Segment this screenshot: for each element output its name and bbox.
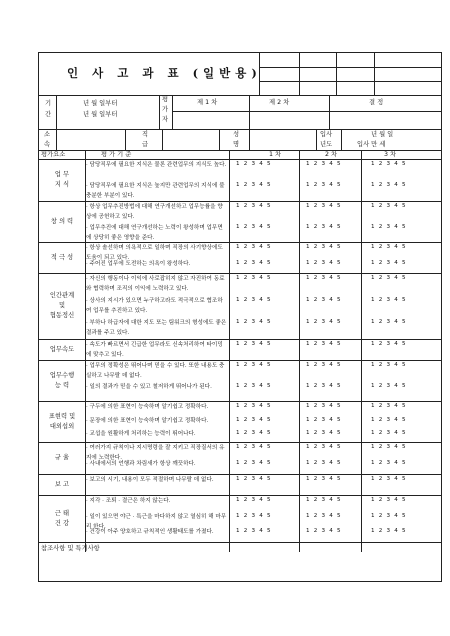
factor-label bbox=[39, 480, 85, 490]
rank-label-1: 직 bbox=[142, 131, 149, 138]
score-scale-round-1[interactable]: 1 2 3 4 5 bbox=[236, 259, 272, 266]
factor-label bbox=[39, 371, 85, 391]
header-round-3: 3 차 bbox=[384, 151, 397, 158]
score-scale-round-1[interactable]: 1 2 3 4 5 bbox=[236, 182, 272, 188]
factor-label bbox=[39, 345, 85, 355]
score-scale-round-3[interactable]: 1 2 3 4 5 bbox=[371, 403, 407, 409]
factor-label-line: 업 무 bbox=[54, 171, 70, 178]
period-label-1: 기 bbox=[45, 100, 52, 107]
score-scale-round-3[interactable]: 1 2 3 4 5 bbox=[371, 416, 407, 423]
criterion-line: · 속도가 빠르면서 긴급한 업무라도 신속처리하여 타이밍에 맞추고 있다. bbox=[86, 342, 223, 358]
score-scale-round-1[interactable]: 1 2 3 4 5 bbox=[236, 512, 272, 519]
factor-label-line: 건 강 bbox=[54, 519, 70, 527]
criterion-line: · 교섭을 원활하게 처리하는 능력이 뛰어나다. bbox=[86, 431, 196, 438]
period-from: 년 월 일부터 bbox=[83, 100, 118, 107]
factor-label bbox=[39, 453, 85, 463]
score-scale-round-2[interactable]: 1 2 3 4 5 bbox=[306, 362, 342, 368]
criterion-line: · 항상 솔선하며 의욕적으로 일하며 직장의 사기향상에도 도움이 되고 있다. bbox=[86, 245, 223, 261]
score-scale-round-2[interactable]: 1 2 3 4 5 bbox=[306, 416, 342, 423]
score-scale-round-3[interactable]: 1 2 3 4 5 bbox=[371, 528, 407, 535]
criterion-text bbox=[86, 416, 228, 426]
score-scale-round-2[interactable]: 1 2 3 4 5 bbox=[306, 297, 342, 303]
criterion-text bbox=[86, 496, 228, 506]
score-scale-round-3[interactable]: 1 2 3 4 5 bbox=[371, 430, 407, 437]
score-scale-round-1[interactable]: 1 2 3 4 5 bbox=[236, 476, 272, 482]
join-label-1: 입사 bbox=[320, 131, 333, 138]
join-date-label-1: 년 월 일 bbox=[371, 131, 394, 138]
score-scale-round-1[interactable]: 1 2 3 4 5 bbox=[236, 223, 272, 230]
score-scale-round-3[interactable]: 1 2 3 4 5 bbox=[371, 223, 407, 230]
criterion-line: · 사내에서의 언행과 차림새가 항상 깨끗하다. bbox=[86, 461, 196, 467]
header-criteria: 평 가 기 준 bbox=[101, 151, 132, 158]
score-scale-round-2[interactable]: 1 2 3 4 5 bbox=[306, 444, 342, 450]
factor-label-line: 규 율 bbox=[54, 454, 70, 461]
join-date-label-2: 입사 만 세 bbox=[357, 141, 386, 148]
score-scale-round-3[interactable]: 1 2 3 4 5 bbox=[371, 275, 407, 281]
score-scale-round-2[interactable]: 1 2 3 4 5 bbox=[306, 275, 342, 281]
header-factor: 평가요소 bbox=[41, 151, 66, 158]
criterion-text bbox=[86, 459, 228, 469]
criterion-line: · 담당직무에 필요한 지식은 물론 관련업무의 지식도 높다. bbox=[86, 162, 227, 168]
evaluator-second: 제 2 차 bbox=[269, 99, 290, 106]
score-scale-round-1[interactable]: 1 2 3 4 5 bbox=[236, 382, 272, 389]
score-scale-round-2[interactable]: 1 2 3 4 5 bbox=[306, 528, 342, 535]
factor-label bbox=[39, 412, 85, 432]
criterion-line: · 담당직무에 필요한 지식은 높지만 관련업무의 지식에 불충분한 부분이 있다. bbox=[86, 183, 225, 199]
factor-label bbox=[39, 253, 85, 263]
factor-label-line: 업무수행 bbox=[49, 371, 75, 379]
criterion-line: · 주어진 업무에 도전하는 의욕이 왕성하다. bbox=[86, 260, 191, 267]
factor-label-line: 표현력 및 bbox=[48, 412, 76, 420]
criterion-line: · 건강이 아주 양호하고 규칙적인 생활태도를 가졌다. bbox=[86, 529, 214, 536]
evaluator-label-1: 평 bbox=[162, 96, 169, 103]
score-scale-round-1[interactable]: 1 2 3 4 5 bbox=[236, 275, 272, 281]
evaluator-label-3: 자 bbox=[162, 116, 169, 123]
score-scale-round-3[interactable]: 1 2 3 4 5 bbox=[371, 362, 407, 368]
score-scale-round-3[interactable]: 1 2 3 4 5 bbox=[371, 182, 407, 188]
evaluator-first: 제 1 차 bbox=[197, 99, 218, 106]
header-round-1: 1 차 bbox=[269, 151, 282, 158]
score-scale-round-3[interactable]: 1 2 3 4 5 bbox=[371, 297, 407, 303]
factor-label bbox=[39, 509, 85, 529]
criterion-text bbox=[86, 296, 228, 316]
criterion-text bbox=[86, 318, 228, 338]
score-scale-round-2[interactable]: 1 2 3 4 5 bbox=[306, 182, 342, 188]
score-scale-round-1[interactable]: 1 2 3 4 5 bbox=[236, 444, 272, 450]
score-scale-round-1[interactable]: 1 2 3 4 5 bbox=[236, 430, 272, 437]
score-scale-round-1[interactable]: 1 2 3 4 5 bbox=[236, 203, 272, 209]
score-scale-round-2[interactable]: 1 2 3 4 5 bbox=[306, 223, 342, 230]
score-scale-round-3[interactable]: 1 2 3 4 5 bbox=[371, 319, 407, 325]
score-scale-round-3[interactable]: 1 2 3 4 5 bbox=[371, 476, 407, 482]
score-scale-round-3[interactable]: 1 2 3 4 5 bbox=[371, 259, 407, 266]
form-title: 인 사 고 과 표 (일반용) bbox=[67, 66, 262, 80]
criterion-line: · 항상 업무추진방법에 대해 연구개선하고 업무능률을 향상에 공헌하고 있다. bbox=[86, 204, 223, 220]
criterion-line: · 일의 결과가 믿을 수 있고 철저하게 뛰어나가 된다. bbox=[86, 383, 212, 390]
score-scale-round-2[interactable]: 1 2 3 4 5 bbox=[306, 512, 342, 519]
criterion-text bbox=[86, 181, 228, 201]
criterion-line: · 업무추진에 대해 연구개선하는 노력이 왕성하며 업무면에 상당히 좋은 영향을 준다. bbox=[86, 224, 223, 241]
score-scale-round-3[interactable]: 1 2 3 4 5 bbox=[371, 497, 407, 503]
score-scale-round-1[interactable]: 1 2 3 4 5 bbox=[236, 528, 272, 535]
factor-label bbox=[39, 217, 85, 227]
score-scale-round-2[interactable]: 1 2 3 4 5 bbox=[306, 341, 342, 347]
criterion-text bbox=[86, 475, 228, 485]
score-scale-round-2[interactable]: 1 2 3 4 5 bbox=[306, 476, 342, 482]
join-label-2: 년도 bbox=[320, 141, 333, 148]
score-scale-round-3[interactable]: 1 2 3 4 5 bbox=[371, 341, 407, 347]
factor-label bbox=[39, 291, 85, 321]
score-scale-round-2[interactable]: 1 2 3 4 5 bbox=[306, 497, 342, 503]
score-scale-round-1[interactable]: 1 2 3 4 5 bbox=[236, 362, 272, 368]
criterion-text bbox=[86, 274, 228, 294]
score-scale-round-1[interactable]: 1 2 3 4 5 bbox=[236, 341, 272, 347]
criterion-text bbox=[86, 160, 228, 170]
criterion-line: · 업무의 정확성은 뛰어나며 믿을 수 있다. 또한 내용도 충실하고 나무랄 데 없다. bbox=[86, 363, 225, 379]
score-scale-round-3[interactable]: 1 2 3 4 5 bbox=[371, 444, 407, 450]
remarks-label: 참조사항 및 특기사항 bbox=[41, 545, 100, 552]
factor-label-line: 창 의 력 bbox=[50, 217, 74, 225]
criterion-line: · 지각 · 조퇴 · 결근은 하지 않는다. bbox=[86, 498, 171, 504]
criterion-text bbox=[86, 429, 228, 439]
score-scale-round-3[interactable]: 1 2 3 4 5 bbox=[371, 203, 407, 209]
score-scale-round-2[interactable]: 1 2 3 4 5 bbox=[306, 161, 342, 167]
dept-label-1: 소 bbox=[44, 131, 51, 138]
score-scale-round-2[interactable]: 1 2 3 4 5 bbox=[306, 382, 342, 389]
factor-label-line: 인간관계 bbox=[49, 292, 75, 299]
criterion-text bbox=[86, 202, 228, 222]
criterion-line: · 구두에 의한 표현이 능숙하며 알기쉽고 정확하다. bbox=[86, 404, 209, 410]
score-scale-round-2[interactable]: 1 2 3 4 5 bbox=[306, 460, 342, 466]
period-label-2: 간 bbox=[45, 111, 52, 118]
score-scale-round-2[interactable]: 1 2 3 4 5 bbox=[306, 259, 342, 266]
score-scale-round-1[interactable]: 1 2 3 4 5 bbox=[236, 319, 272, 325]
factor-label-line: 대외섭외 bbox=[49, 422, 75, 430]
score-scale-round-1[interactable]: 1 2 3 4 5 bbox=[236, 497, 272, 503]
name-label-2: 명 bbox=[233, 141, 240, 148]
factor-label bbox=[39, 170, 85, 190]
score-scale-round-1[interactable]: 1 2 3 4 5 bbox=[236, 460, 272, 466]
score-scale-round-1[interactable]: 1 2 3 4 5 bbox=[236, 416, 272, 423]
criterion-text bbox=[86, 223, 228, 243]
score-scale-round-3[interactable]: 1 2 3 4 5 bbox=[371, 161, 407, 167]
score-scale-round-1[interactable]: 1 2 3 4 5 bbox=[236, 161, 272, 167]
score-scale-round-3[interactable]: 1 2 3 4 5 bbox=[371, 244, 407, 250]
header-round-2: 2 차 bbox=[325, 151, 338, 158]
score-scale-round-2[interactable]: 1 2 3 4 5 bbox=[306, 430, 342, 437]
factor-label-line: 적 극 성 bbox=[50, 253, 74, 261]
factor-label-line: 협동정신 bbox=[49, 312, 75, 319]
rank-label-2: 급 bbox=[142, 141, 149, 148]
dept-label-2: 속 bbox=[44, 141, 51, 148]
evaluator-label-2: 가 bbox=[162, 106, 169, 113]
score-scale-round-2[interactable]: 1 2 3 4 5 bbox=[306, 244, 342, 250]
criterion-text bbox=[86, 361, 228, 381]
score-scale-round-1[interactable]: 1 2 3 4 5 bbox=[236, 297, 272, 303]
factor-label-line: 업무속도 bbox=[49, 345, 75, 353]
factor-label-line: 및 bbox=[58, 302, 66, 309]
criterion-text bbox=[86, 340, 228, 360]
score-scale-round-2[interactable]: 1 2 3 4 5 bbox=[306, 203, 342, 209]
factor-label-line: 능 력 bbox=[54, 381, 70, 389]
name-label-1: 성 bbox=[233, 131, 240, 138]
factor-label-line: 근 태 bbox=[54, 509, 70, 517]
criterion-line: · 여러가지 규칙이나 지시명령을 잘 지키고 직장질서의 유지에 노력한다. bbox=[86, 445, 225, 461]
score-scale-round-2[interactable]: 1 2 3 4 5 bbox=[306, 319, 342, 325]
criterion-line: · 보고의 시기, 내용이 모두 적절하며 나무랄 데 없다. bbox=[86, 477, 214, 483]
criterion-line: · 자신의 행동이나 이익에 사로잡히지 않고 자진하여 동료와 협력하며 조직의 이익에 노력하고 있다. bbox=[86, 276, 225, 292]
score-scale-round-1[interactable]: 1 2 3 4 5 bbox=[236, 403, 272, 409]
criterion-text bbox=[86, 259, 228, 269]
criterion-line: · 문장에 의한 표현이 능숙하며 알기쉽고 정확하다. bbox=[86, 417, 209, 424]
criterion-line: · 일이 있으면 야근 · 특근을 마다하지 않고 열심히 해 마무리 한다. bbox=[86, 513, 227, 530]
criterion-text bbox=[86, 402, 228, 412]
score-scale-round-3[interactable]: 1 2 3 4 5 bbox=[371, 382, 407, 389]
appraisal-form bbox=[38, 52, 442, 582]
criterion-line: · 부하나 하급자에 대한 지도 또는 팀워크의 형성에도 좋은 결과를 주고 있다. bbox=[86, 320, 227, 336]
score-scale-round-2[interactable]: 1 2 3 4 5 bbox=[306, 403, 342, 409]
criterion-line: · 상사의 지시가 있으면 누구하고라도 적극적으로 협조하여 업무를 추진하고 있다. bbox=[86, 298, 223, 314]
score-scale-round-1[interactable]: 1 2 3 4 5 bbox=[236, 244, 272, 250]
evaluator-decision: 결 정 bbox=[369, 99, 384, 106]
score-scale-round-3[interactable]: 1 2 3 4 5 bbox=[371, 512, 407, 519]
factor-label-line: 보 고 bbox=[54, 480, 70, 488]
criterion-text bbox=[86, 527, 228, 537]
score-scale-round-3[interactable]: 1 2 3 4 5 bbox=[371, 460, 407, 466]
criterion-text bbox=[86, 382, 228, 392]
factor-label-line: 지 식 bbox=[54, 181, 70, 188]
period-to: 년 월 일부터 bbox=[83, 111, 118, 118]
